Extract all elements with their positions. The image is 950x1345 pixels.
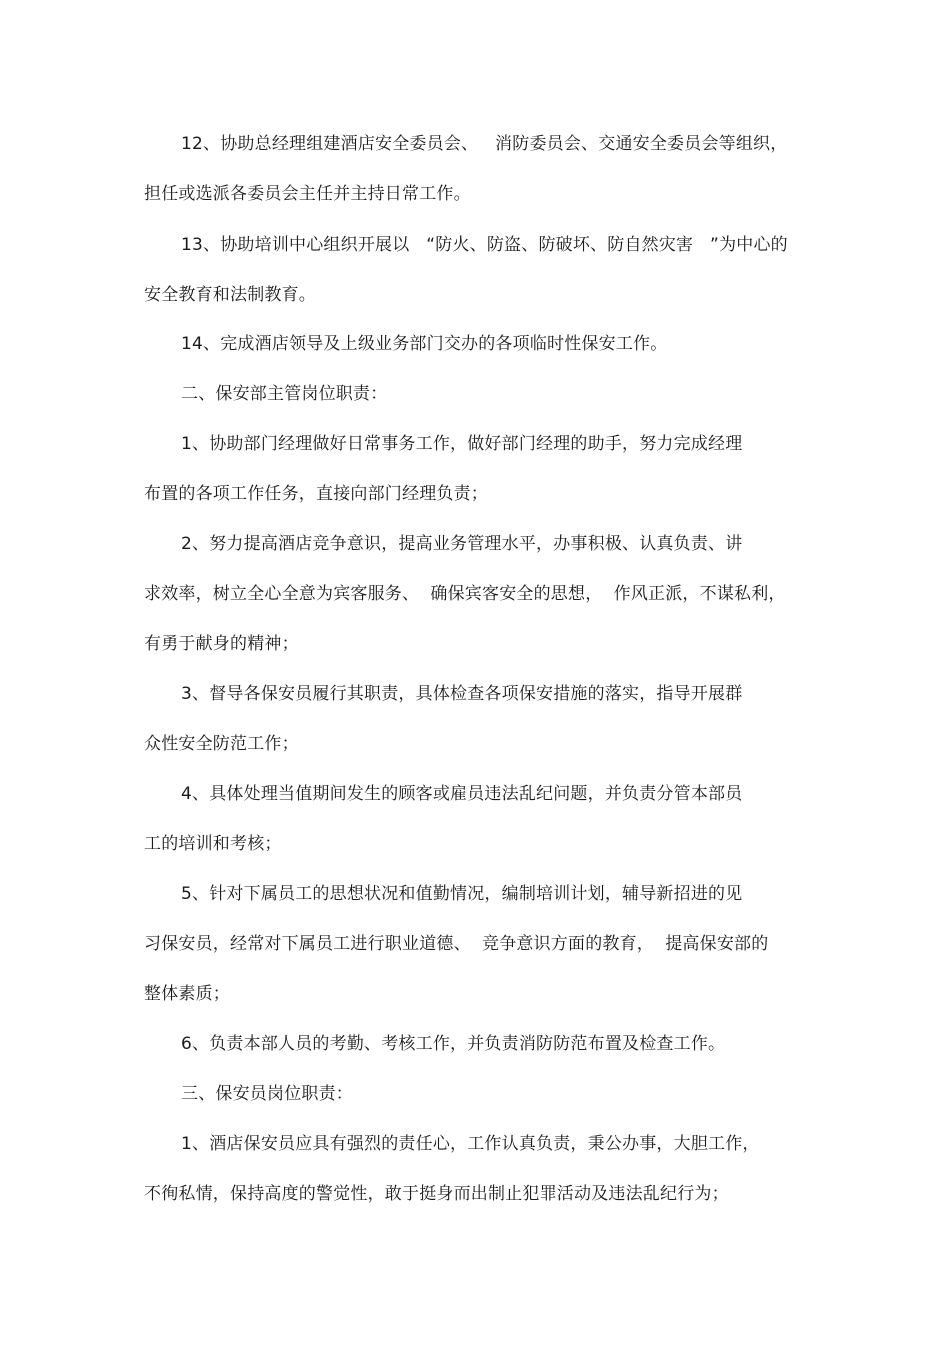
text-line: 担任或选派各委员会主任并主持日常工作。	[144, 184, 471, 204]
section-heading: 三、保安员岗位职责：	[181, 1084, 353, 1104]
section-heading: 二、保安部主管岗位职责：	[181, 384, 388, 404]
text-line: 工的培训和考核；	[144, 834, 282, 854]
text-line: 6、负责本部人员的考勤、考核工作，并负责消防防范布置及检查工作。	[181, 1034, 726, 1054]
text-line: 13、协助培训中心组织开展以 “防火、防盗、防破坏、防自然灾害 ”为中心的	[181, 235, 788, 255]
text-line: 安全教育和法制教育。	[144, 285, 316, 305]
text-line: 12、协助总经理组建酒店安全委员会、 消防委员会、交通安全委员会等组织，	[181, 134, 788, 154]
text-line: 14、完成酒店领导及上级业务部门交办的各项临时性保安工作。	[181, 334, 668, 354]
text-line: 5、针对下属员工的思想状况和值勤情况，编制培训计划，辅导新招进的见	[181, 884, 743, 904]
text-line: 整体素质；	[144, 984, 230, 1004]
text-line: 习保安员，经常对下属员工进行职业道德、 竞争意识方面的教育， 提高保安部的	[144, 934, 769, 954]
text-line: 1、协助部门经理做好日常事务工作，做好部门经理的助手，努力完成经理	[181, 434, 743, 454]
text-line: 有勇于献身的精神；	[144, 634, 299, 654]
text-line: 4、具体处理当值期间发生的顾客或雇员违法乱纪问题，并负责分管本部员	[181, 784, 743, 804]
text-line: 3、督导各保安员履行其职责，具体检查各项保安措施的落实，指导开展群	[181, 684, 743, 704]
text-line: 2、努力提高酒店竞争意识，提高业务管理水平，办事积极、认真负责、讲	[181, 534, 743, 554]
text-line: 求效率，树立全心全意为宾客服务、 确保宾客安全的思想， 作风正派，不谋私利，	[144, 584, 786, 604]
text-line: 不徇私情，保持高度的警觉性，敢于挺身而出制止犯罪活动及违法乱纪行为；	[144, 1184, 729, 1204]
text-line: 布置的各项工作任务，直接向部门经理负责；	[144, 484, 488, 504]
text-line: 众性安全防范工作；	[144, 734, 299, 754]
text-line: 1、酒店保安员应具有强烈的责任心，工作认真负责，秉公办事，大胆工作，	[181, 1134, 760, 1154]
